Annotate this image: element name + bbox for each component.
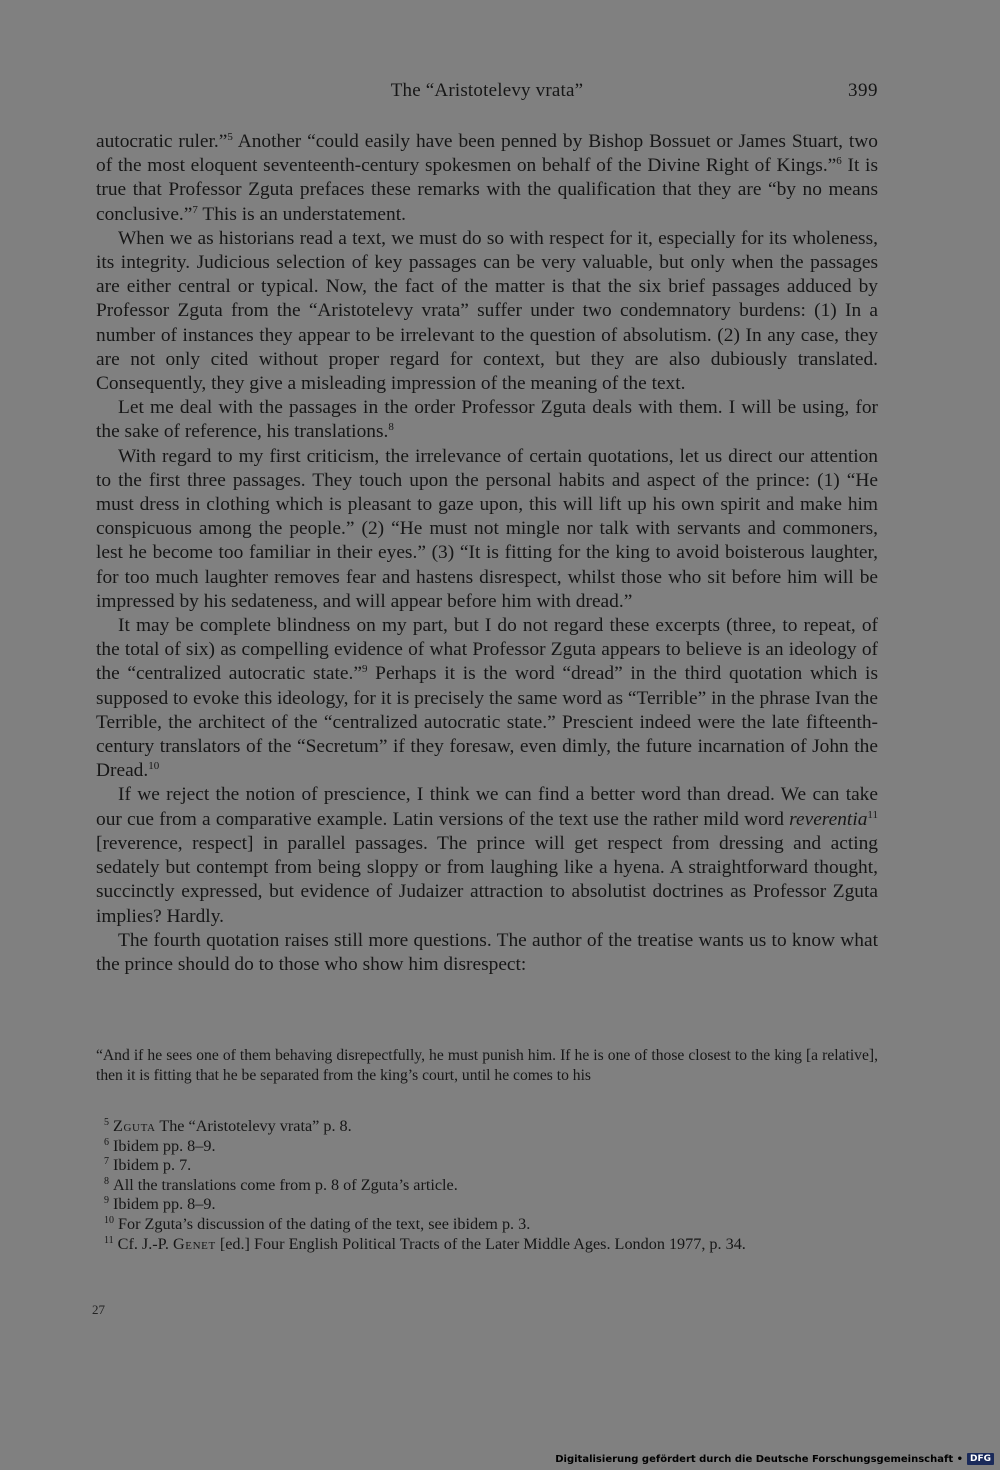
footnote-ref-8: 8 xyxy=(388,421,394,434)
text-run: Perhaps it is the word “dread” in the third quotation which is supposed to evoke this ideology, for it is precisely the same word as “Terrible” in the phrase Ivan the Terrible, the architect of the “centralized autocratic state.” Prescient indeed were the late fifteenth-century translators of the “Secretum” if they foresaw, even dimly, the future incarnation of John the Dread. xyxy=(96,663,878,782)
footnote-number: 11 xyxy=(104,1234,114,1246)
page-header xyxy=(96,80,878,106)
paragraph-6 xyxy=(96,783,878,928)
running-title: The “Aristotelevy vrata” xyxy=(390,80,584,101)
dfg-logo: DFG xyxy=(967,1453,994,1465)
footnote-text: For Zguta’s discussion of the dating of the text, see ibidem p. 3. xyxy=(118,1214,531,1233)
page-number: 399 xyxy=(848,80,878,101)
footnote-ref-7: 7 xyxy=(192,203,198,216)
text-run: If we reject the notion of prescience, I think we can find a better word than dread. We can take our cue from a comparative example. Latin versions of the text use the rather mild word xyxy=(96,784,878,830)
footnote-10 xyxy=(96,1215,878,1235)
footnote-7 xyxy=(96,1156,878,1176)
paragraph-1 xyxy=(96,130,878,227)
footnote-number: 5 xyxy=(104,1117,109,1128)
paragraph-4: With regard to my first criticism, the irrelevance of certain quotations, let us direct our attention to the first three passages. They touch upon the personal habits and aspect of the prince: (1) “He must dress in clothing which is pleasant to gaze upon, this will lift up his own spirit and make him conspicuous among the people.” (2) “He must not mingle nor talk with servants and commoners, lest he become too familiar in their eyes.” (3) “It is fitting for the king to avoid boisterous laughter, for too much laughter removes fear and hastens disrespect, whilst those who sit before him will be impressed by his sedateness, and will appear before him with dread.” xyxy=(96,445,878,612)
footnote-author: Zguta xyxy=(113,1117,156,1135)
footnote-text: Ibidem pp. 8–9. xyxy=(113,1195,216,1214)
footnote-number: 6 xyxy=(104,1136,109,1148)
text-run: autocratic ruler.” xyxy=(96,131,228,152)
footnote-number: 10 xyxy=(104,1214,114,1226)
footnote-text: Cf. J.-P. xyxy=(117,1234,173,1253)
footnote-text: The “Aristotelevy vrata” p. 8. xyxy=(155,1117,352,1135)
footnote-author: Genet xyxy=(172,1234,216,1253)
paragraph-7: The fourth quotation raises still more questions. The author of the treatise wants us to know what the prince should do to those who show him disrespect: xyxy=(96,929,878,975)
funding-notice xyxy=(555,1452,994,1466)
footnote-8 xyxy=(96,1176,878,1196)
italic-term: reverentia xyxy=(789,808,868,830)
paragraph-2: When we as historians read a text, we must do so with respect for it, especially for its wholeness, its integrity. Judicious selection of key passages can be very valuable, but only when the passages are either central or typical. Now, the fact of the matter is that the six brief passages adduced by Professor Zguta from the “Aristotelevy vrata” suffer under two condemnatory burdens: (1) In a number of instances they appear to be irrelevant to the question of absolutism. (2) In any case, they are not only cited without proper regard for context, but they are also dubiously translated. Consequently, they give a misleading impression of the meaning of the text. xyxy=(96,227,878,395)
paragraph-3 xyxy=(96,396,878,444)
footnote-number: 7 xyxy=(104,1156,109,1168)
footnote-ref-9: 9 xyxy=(361,663,368,676)
body-text xyxy=(96,130,878,977)
footnote-ref-10: 10 xyxy=(148,760,160,773)
signature-mark: 27 xyxy=(92,1302,105,1317)
text-run: It may be complete blindness on my part, but I do not regard these excerpts (three, to repeat, of the total of six) as compelling evidence of what Professor Zguta appears to believe is an ideology of the “centralized autocratic state.” xyxy=(96,615,878,685)
text-run: [reverence, respect] in parallel passages. The prince will get respect from dressing and acting sedately but contempt from being sloppy or from laughing like a hyena. A straightforward thought, succinctly expressed, but evidence of Judaizer attraction to absolutist doctrines as Professor Zguta implies? Hardly. xyxy=(96,832,878,927)
footnote-ref-5: 5 xyxy=(227,131,233,143)
block-quote: “And if he sees one of them behaving disrepectfully, he must punish him. If he is one of those closest to the king [a relative], then it is fitting that he be separated from the king’s court, until he comes to his xyxy=(96,1047,878,1084)
footnote-text: Ibidem pp. 8–9. xyxy=(113,1136,216,1155)
footnote-number: 8 xyxy=(104,1175,109,1187)
text-run: It is true that Professor Zguta prefaces these remarks with the qualification that they are “by no means conclusive.” xyxy=(96,155,878,225)
funding-text: Digitalisierung gefördert durch die Deutsche Forschungsgemeinschaft • xyxy=(555,1453,963,1465)
footnote-6 xyxy=(96,1137,878,1157)
footnotes xyxy=(96,1117,878,1254)
footnote-ref-11: 11 xyxy=(867,808,878,821)
paragraph-5 xyxy=(96,614,878,783)
footnote-9 xyxy=(96,1195,878,1215)
footnote-text: Ibidem p. 7. xyxy=(113,1156,192,1175)
text-run: Let me deal with the passages in the order Professor Zguta deals with them. I will be using, for the sake of reference, his translations. xyxy=(96,397,878,443)
footnote-text: [ed.] Four English Political Tracts of the Later Middle Ages. London 1977, p. 34. xyxy=(215,1234,746,1253)
footnote-number: 9 xyxy=(104,1195,109,1207)
text-run: Another “could easily have been penned by Bishop Bossuet or James Stuart, two of the most eloquent seventeenth-century spokesmen on behalf of the Divine Right of Kings.” xyxy=(96,131,878,177)
footnote-11 xyxy=(96,1235,878,1255)
text-run: This is an understatement. xyxy=(197,203,406,225)
footnote-5 xyxy=(96,1117,878,1137)
footnote-text: All the translations come from p. 8 of Zguta’s article. xyxy=(113,1175,458,1194)
footnote-ref-6: 6 xyxy=(836,155,842,168)
